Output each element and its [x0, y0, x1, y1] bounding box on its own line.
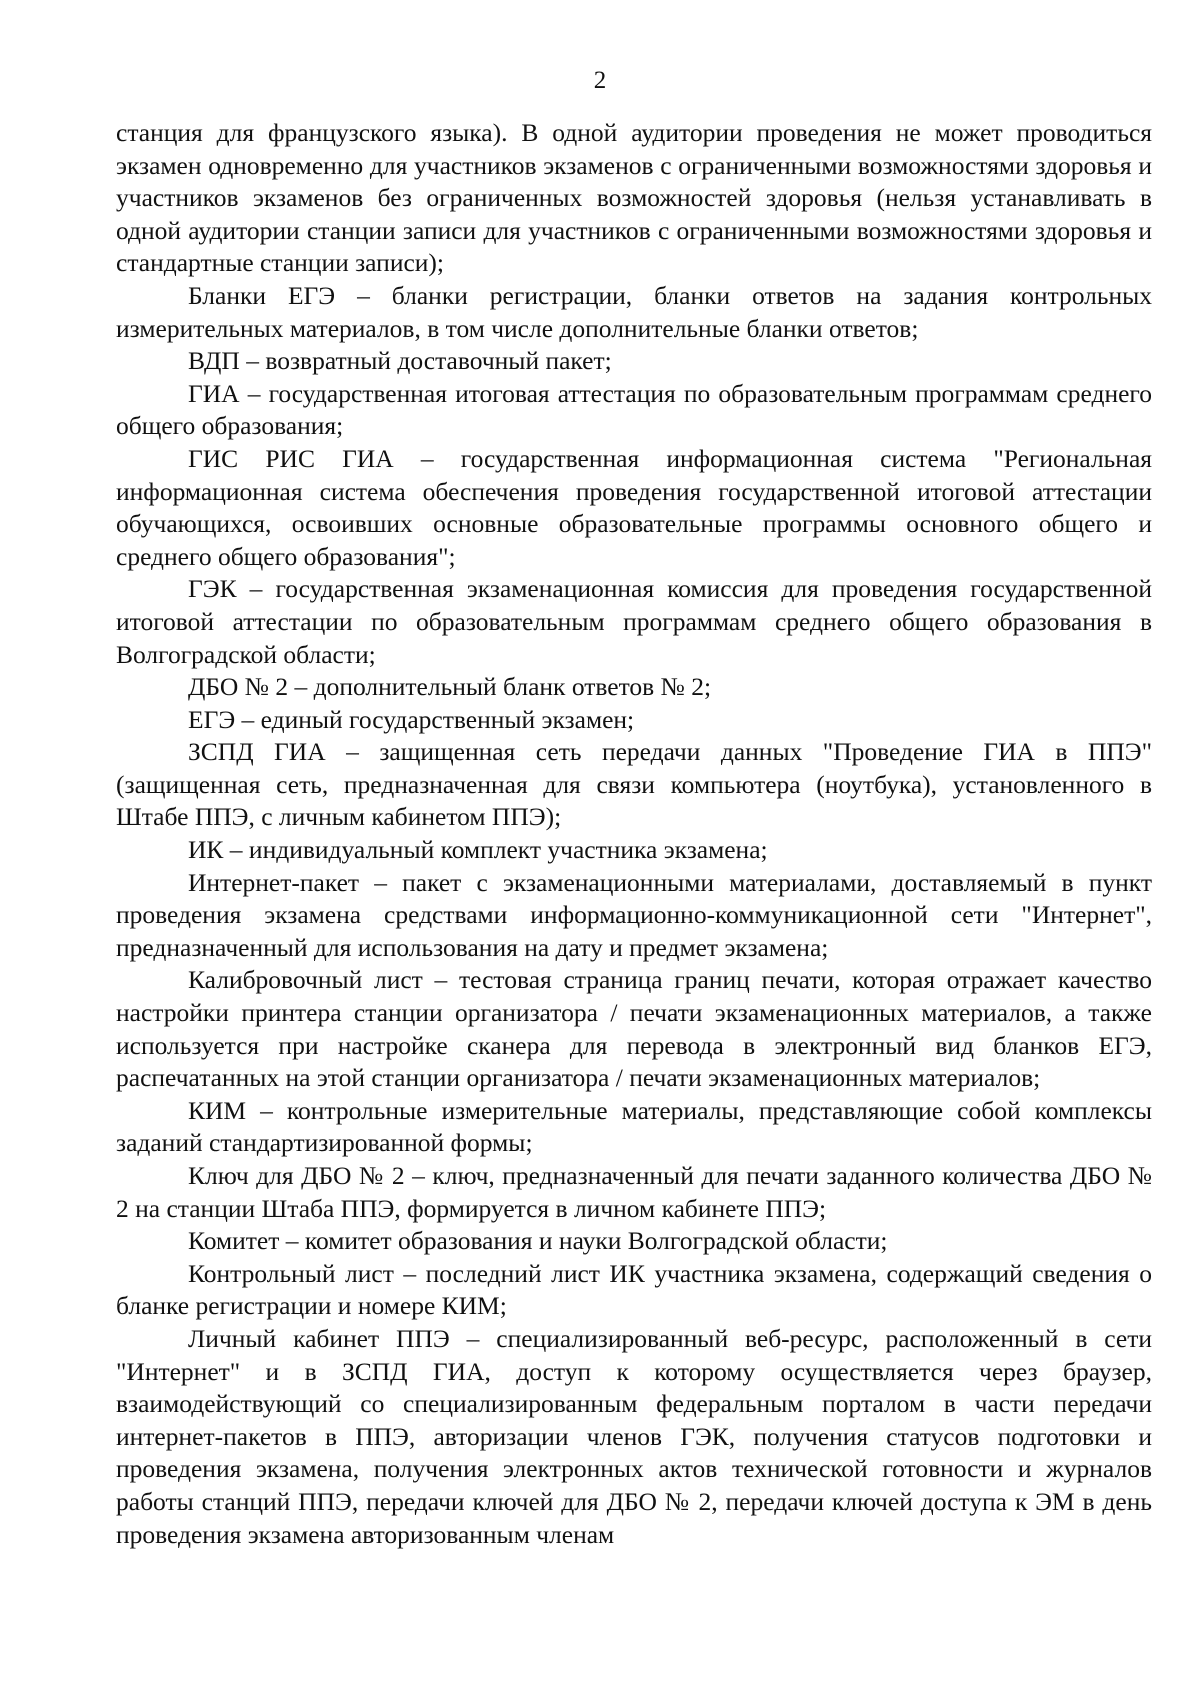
document-body: [116, 117, 1152, 1551]
definition-dbo-2: ДБО № 2 – дополнительный бланк ответов № 2;: [188, 672, 712, 702]
definition-internet-paket: Интернет-пакет – пакет с экзаменационными материалами, доставляемый в пункт проведения экзамена средствами информационно-коммуникационной сети "Интернет", предназначенный для использования на дату и предмет экзамена;: [116, 867, 1152, 962]
paragraph-continuation: станция для французского языка). В одной аудитории проведения не может проводиться экзамен одновременно для участников экзаменов с ограниченными возможностями здоровья и участников экзаменов без ограниченных возможностей здоровья (нельзя устанавливать в одной аудитории станции записи для участников с ограниченными возможностями здоровья и стандартные станции записи);: [116, 118, 1152, 278]
definition-vdp: ВДП – возвратный доставочный пакет;: [188, 346, 612, 376]
definition-gek: ГЭК – государственная экзаменационная комиссия для проведения государственной итоговой аттестации по образовательным программам среднего общего образования в Волгоградской области;: [116, 574, 1152, 669]
page-number: 2: [593, 67, 607, 94]
definition-komitet: Комитет – комитет образования и науки Волгоградской области;: [188, 1226, 888, 1256]
definition-gia: ГИА – государственная итоговая аттестация по образовательным программам среднего общего образования;: [116, 378, 1152, 441]
definition-kalibrovochnyj-list: Калибровочный лист – тестовая страница границ печати, которая отражает качество настройки принтера станции организатора / печати экзаменационных материалов, а также используется при настройке сканера для перевода в электронный вид бланков ЕГЭ, распечатанных на этой станции организатора / печати экзаменационных материалов;: [116, 965, 1152, 1093]
definition-ik: ИК – индивидуальный комплект участника экзамена;: [188, 835, 768, 865]
definition-kontrolnyj-list: Контрольный лист – последний лист ИК участника экзамена, содержащий сведения о бланке регистрации и номере КИМ;: [116, 1258, 1152, 1321]
definition-lichnyj-kabinet-ppe: Личный кабинет ППЭ – специализированный веб-ресурс, расположенный в сети "Интернет" и в ЗСПД ГИА, доступ к которому осуществляется через браузер, взаимодействующий со специализированным федеральным порталом в части передачи интернет-пакетов в ППЭ, авторизации членов ГЭК, получения статусов подготовки и проведения экзамена, получения электронных актов технической готовности и журналов работы станций ППЭ, передачи ключей для ДБО № 2, передачи ключей доступа к ЭМ в день проведения экзамена авторизованным членам: [116, 1323, 1152, 1549]
definition-kim: КИМ – контрольные измерительные материалы, представляющие собой комплексы заданий стандартизированной формы;: [116, 1095, 1152, 1158]
definition-klyuch-dbo-2: Ключ для ДБО № 2 – ключ, предназначенный для печати заданного количества ДБО № 2 на станции Штаба ППЭ, формируется в личном кабинете ППЭ;: [116, 1161, 1152, 1223]
definition-blanki-ege: Бланки ЕГЭ – бланки регистрации, бланки ответов на задания контрольных измерительных материалов, в том числе дополнительные бланки ответов;: [116, 280, 1152, 343]
definition-ege: ЕГЭ – единый государственный экзамен;: [188, 704, 635, 734]
definition-zspd-gia: ЗСПД ГИА – защищенная сеть передачи данных "Проведение ГИА в ППЭ" (защищенная сеть, предназначенная для связи компьютера (ноутбука), установленного в Штабе ППЭ, с личным кабинетом ППЭ);: [116, 737, 1152, 832]
definition-gis-ris-gia: ГИС РИС ГИА – государственная информационная система "Региональная информационная система обеспечения проведения государственной итоговой аттестации обучающихся, освоивших основные образовательные программы основного общего и среднего общего образования";: [116, 443, 1152, 571]
